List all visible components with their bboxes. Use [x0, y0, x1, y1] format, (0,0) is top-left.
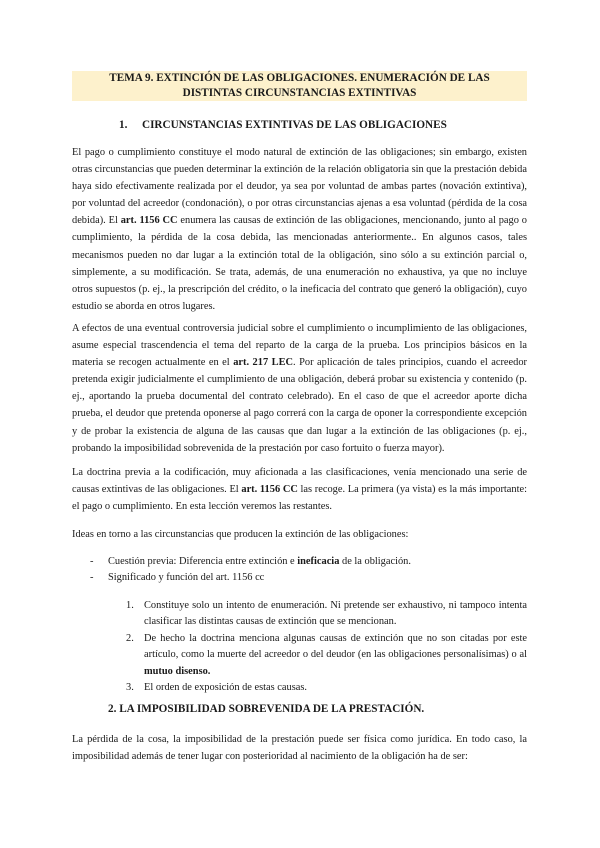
- paragraph-4: Ideas en torno a las circunstancias que producen la extinción de las obligaciones:: [72, 529, 409, 540]
- title-line-1: TEMA 9. EXTINCIÓN DE LAS OBLIGACIONES. ENUMERACIÓN DE LAS: [72, 71, 527, 86]
- title-line-2: DISTINTAS CIRCUNSTANCIAS EXTINTIVAS: [72, 86, 527, 101]
- list-item: [72, 570, 527, 586]
- dash-marker: -: [90, 556, 94, 567]
- paragraph-3: [72, 464, 527, 515]
- paragraph-2: [72, 320, 527, 457]
- list-item: [126, 631, 527, 680]
- dash-marker: -: [90, 572, 94, 583]
- paragraph-2-text-c: . Por aplicación de tales principios, cuando el acreedor pretenda exigir judicialmente el cumplimiento de una obligación, deberá probar su existencia y contenido (p. ej., aportando la prueba documental del contrato celebrado). En el caso de que el acreedor aporte dicha prueba, el deudor que pretenda oponerse al pago correrá con la carga de oponer la correspondiente excepción y de probar la existencia de alguna de las causas que dan lugar a la extinción de las obligaciones (p. ej., probando la imposibilidad sobrevenida de la prestación por caso fortuito o fuerza mayor).: [72, 357, 527, 454]
- paragraph-1-text-a: El pago o cumplimiento constituye el modo natural de extinción de las obligaciones; sin embargo, existen otras circunstancias que pueden determinar la extinción de la relación obligatoria sin que la prestación debida haya sido efectivamente realizada por el deudor, ya sea por voluntad de ambas partes (novación extintiva), por voluntad del acreedor (condonación), o por otras circunstancias ajenas a esa voluntad (pérdida de la cosa debida). El: [72, 147, 527, 227]
- list-item: [126, 598, 527, 631]
- paragraph-2-bold: art. 217 LEC: [233, 357, 294, 369]
- paragraph-1: [72, 144, 527, 315]
- list-item-text: El orden de exposición de estas causas.: [144, 682, 308, 694]
- list-item-text-end: de la obligación.: [339, 556, 411, 567]
- section-1-heading: [119, 118, 447, 132]
- paragraph-1-text-c: enumera las causas de extinción de las obligaciones, mencionando, junto al pago o cumplimiento, la pérdida de la cosa debida, las mencionadas anteriormente.. En algunos casos, tales mecanismos pueden no dar lugar a la extinción total de la obligación, sino sólo a su extinción parcial o, simplemente, a su modificación. Se trata, además, de una enumeración no exhaustiva, ya que no incluye otros supuestos (p. ej., la prescripción del crédito, o la ineficacia del contrato que generó la obligación), cuyo estudio se aborda en otros lugares.: [72, 215, 527, 312]
- paragraph-3-bold: art. 1156 CC: [241, 484, 298, 496]
- paragraph-3-text-c: las recoge. La primera (ya vista) es la más importante: el pago o cumplimiento. En esta lección veremos las restantes.: [72, 484, 527, 513]
- list-item-text: Constituye solo un intento de enumeración. Ni pretende ser exhaustivo, ni tampoco intenta clasificar las distintas causas de extinción que se mencionan.: [144, 600, 527, 628]
- section-1-number: 1.: [119, 119, 128, 131]
- section-1-title: CIRCUNSTANCIAS EXTINTIVAS DE LAS OBLIGACIONES: [141, 119, 447, 131]
- list-item: [72, 554, 527, 570]
- paragraph-5: La pérdida de la cosa, la imposibilidad de la prestación puede ser física como jurídica. En todo caso, la imposibilidad además de tener lugar con posterioridad al nacimiento de la obligación ha de ser:: [72, 734, 527, 763]
- list-item-text: De hecho la doctrina menciona algunas causas de extinción que no son citadas por este artículo, como la muerte del acreedor o del deudor (en las obligaciones personalísimas) o al: [144, 632, 527, 661]
- list-item: [126, 680, 527, 696]
- number-marker: 3.: [126, 682, 134, 694]
- list-item-text: Significado y función del art. 1156 cc: [108, 572, 265, 583]
- section-2-heading: 2. LA IMPOSIBILIDAD SOBREVENIDA DE LA PRESTACIÓN.: [108, 703, 425, 715]
- paragraph-3-text-a: La doctrina previa a la codificación, muy aficionada a las clasificaciones, venía mencionado una serie de causas extintivas de las obligaciones. El: [72, 467, 527, 496]
- list-item-bold: mutuo disenso.: [144, 665, 211, 677]
- number-marker: 2.: [126, 632, 134, 644]
- paragraph-1-bold: art. 1156 CC: [120, 215, 178, 227]
- paragraph-2-text-a: A efectos de una eventual controversia judicial sobre el cumplimiento o incumplimiento de las obligaciones, asume especial trascendencia el tema del reparto de la carga de la prueba. Los principios básicos en la materia se recogen actualmente en el: [72, 323, 527, 369]
- list-item-bold: ineficacia: [297, 556, 340, 567]
- list-item-text: Cuestión previa: Diferencia entre extinción e: [108, 556, 298, 567]
- bullet-list: [72, 554, 527, 586]
- number-marker: 1.: [126, 600, 134, 611]
- numbered-list: [126, 598, 527, 696]
